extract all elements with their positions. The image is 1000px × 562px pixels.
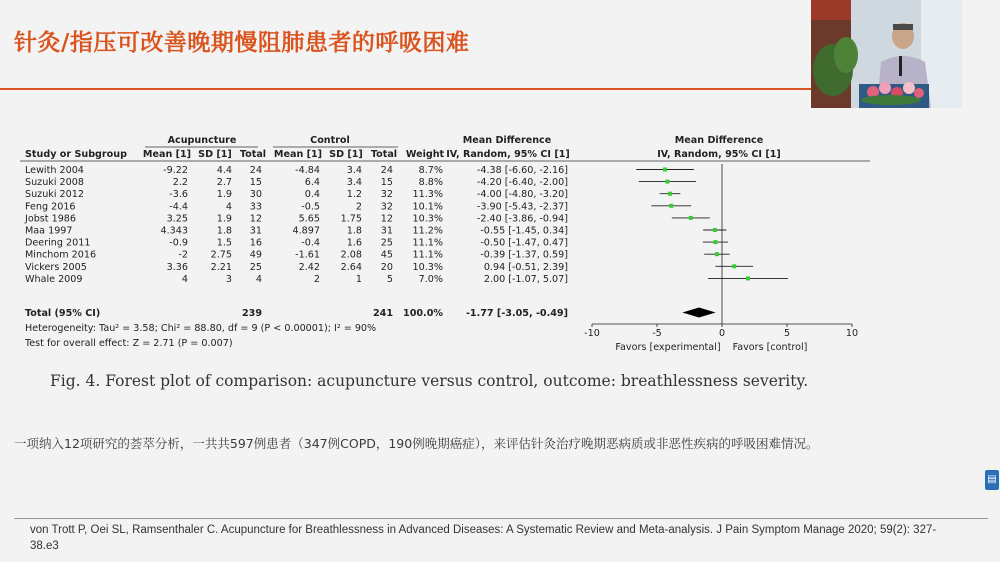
table-row xyxy=(25,226,568,237)
tick-label: 5 xyxy=(783,328,791,339)
cell-total1: 33 xyxy=(249,201,262,213)
doc-icon[interactable]: ▤ xyxy=(985,470,999,490)
cell-total1: 12 xyxy=(249,213,262,225)
cell-sd2: 2.64 xyxy=(340,261,362,273)
cell-sd2: 1.8 xyxy=(346,225,362,237)
point-estimate xyxy=(689,216,693,220)
cell-ci-text: -4.38 [-6.60, -2.16] xyxy=(476,165,568,176)
cell-sd1: 1.9 xyxy=(216,189,232,201)
col-weight: Weight xyxy=(405,149,445,160)
cell-sd2: 1 xyxy=(355,273,362,285)
col-study: Study or Subgroup xyxy=(25,149,127,160)
video-frame xyxy=(811,0,962,108)
mean-difference-header: Mean Difference xyxy=(462,135,552,146)
table-row xyxy=(25,238,568,249)
cell-sd1: 4.4 xyxy=(216,165,232,176)
col-total-acu: Total xyxy=(239,149,267,160)
cell-mean2: -0.4 xyxy=(301,237,320,249)
table-row xyxy=(25,262,568,273)
control-header: Control xyxy=(310,135,350,146)
cell-weight: 7.0% xyxy=(418,273,443,285)
reference-divider xyxy=(14,518,988,519)
cell-total2: 45 xyxy=(380,249,393,261)
cell-mean1: -2 xyxy=(178,249,188,261)
total-acu: 239 xyxy=(241,308,262,319)
cell-mean1: 3.36 xyxy=(166,261,188,273)
cell-weight: 11.1% xyxy=(412,237,443,249)
cell-ci-text: -4.00 [-4.80, -3.20] xyxy=(476,189,568,201)
table-row xyxy=(25,165,568,176)
cell-mean1: 4.343 xyxy=(160,225,188,237)
cell-sd1: 1.9 xyxy=(216,213,232,225)
plot-area xyxy=(636,164,788,324)
cell-mean2: 4.897 xyxy=(292,225,320,237)
cell-sd2: 1.2 xyxy=(346,189,362,201)
cell-mean2: 2.42 xyxy=(298,261,320,273)
cell-study: Jobst 1986 xyxy=(25,213,77,225)
flowers-icon xyxy=(859,82,929,108)
cell-total2: 25 xyxy=(380,237,393,249)
cell-study: Suzuki 2012 xyxy=(25,189,84,201)
cell-total1: 25 xyxy=(249,261,262,273)
cell-sd1: 3 xyxy=(225,273,232,285)
cell-sd2: 3.4 xyxy=(346,177,362,189)
table-row xyxy=(24,213,568,224)
tick-label: -5 xyxy=(652,328,662,339)
cell-ci-text: -2.40 [-3.86, -0.94] xyxy=(476,213,568,225)
cell-total1: 49 xyxy=(249,249,262,261)
overall-effect-text: Test for overall effect: Z = 2.71 (P = 0.007) xyxy=(25,338,233,349)
table-row xyxy=(25,189,568,200)
col-plot-ci: IV, Random, 95% CI [1] xyxy=(657,149,781,160)
cell-total1: 24 xyxy=(249,165,262,176)
cell-study: Lewith 2004 xyxy=(25,165,84,176)
cell-study: Whale 2009 xyxy=(25,273,83,285)
cell-sd2: 2.08 xyxy=(340,249,362,261)
cell-study: Deering 2011 xyxy=(25,237,91,249)
cell-ci-text: -0.55 [-1.45, 0.34] xyxy=(480,225,568,237)
cell-sd1: 1.8 xyxy=(216,225,232,237)
tick-label: -10 xyxy=(584,328,600,339)
cell-ci-text: -4.20 [-6.40, -2.00] xyxy=(476,177,568,189)
table-row xyxy=(25,177,568,188)
total-weight: 100.0% xyxy=(403,308,443,319)
cell-weight: 11.3% xyxy=(412,189,443,201)
favors-control-label: Favors [control] xyxy=(732,342,808,353)
point-estimate xyxy=(715,252,719,256)
cell-mean2: 2 xyxy=(313,273,320,285)
cell-study: Suzuki 2008 xyxy=(25,177,84,189)
cell-total2: 31 xyxy=(380,225,393,237)
cell-total2: 24 xyxy=(380,165,393,176)
cell-ci-text: 0.94 [-0.51, 2.39] xyxy=(483,261,568,273)
cell-sd1: 2.75 xyxy=(210,249,232,261)
summary-text: 一项纳入12项研究的荟萃分析，一共共597例患者（347例COPD，190例晚期癌症），来评估针灸治疗晚期恶病质或非恶性疾病的呼吸困难情况。 xyxy=(14,436,819,451)
total-ctl: 241 xyxy=(372,308,393,319)
favors-experimental-label: Favors [experimental] xyxy=(615,342,721,353)
x-axis xyxy=(584,324,858,339)
cell-sd2: 1.75 xyxy=(340,213,362,225)
cell-total2: 32 xyxy=(380,201,393,213)
cell-total1: 4 xyxy=(255,273,262,285)
slide-title: 针灸/指压可改善晚期慢阻肺患者的呼吸困难 xyxy=(14,30,470,56)
col-total-ctl: Total xyxy=(370,149,398,160)
mean-difference-plot-header: Mean Difference xyxy=(674,135,764,146)
reference-text: von Trott P, Oei SL, Ramsenthaler C. Acupuncture for Breathlessness in Advanced Diseases: A Systematic Review and Meta-analysis. J Pain Symptom Manage 2020; 59(2): 327-38.e3 xyxy=(30,524,937,552)
cell-weight: 10.1% xyxy=(412,201,443,213)
tick-label: 10 xyxy=(845,328,859,339)
cell-mean2: -0.5 xyxy=(301,201,320,213)
point-estimate xyxy=(663,168,667,172)
col-mean-ctl: Mean [1] xyxy=(273,149,323,160)
point-estimate xyxy=(732,264,736,268)
point-estimate xyxy=(713,228,717,232)
cell-mean1: -4.4 xyxy=(169,201,188,213)
col-sd-ctl: SD [1] xyxy=(329,149,363,160)
cell-mean1: -0.9 xyxy=(169,237,188,249)
total-ci: -1.77 [-3.05, -0.49] xyxy=(465,308,568,319)
point-estimate xyxy=(668,192,672,196)
cell-study: Maa 1997 xyxy=(25,225,73,237)
col-mean-acu: Mean [1] xyxy=(142,149,192,160)
point-estimate xyxy=(746,276,750,280)
point-estimate xyxy=(714,240,718,244)
title-divider xyxy=(0,88,812,90)
study-rows xyxy=(24,165,568,285)
table-row xyxy=(25,201,568,212)
cell-mean2: 5.65 xyxy=(298,213,320,225)
cell-mean1: -3.6 xyxy=(169,189,188,201)
speaker-video-thumbnail[interactable] xyxy=(811,0,962,108)
cell-mean1: -9.22 xyxy=(163,165,188,176)
cell-sd2: 2 xyxy=(355,201,362,213)
cell-mean1: 3.25 xyxy=(166,213,188,225)
cell-sd2: 1.6 xyxy=(346,237,362,249)
forest-plot-svg xyxy=(20,128,880,360)
cell-sd2: 3.4 xyxy=(346,165,362,176)
col-sd-acu: SD [1] xyxy=(198,149,232,160)
cell-total1: 30 xyxy=(249,189,262,201)
pooled-diamond xyxy=(682,308,715,318)
cell-total1: 31 xyxy=(249,225,262,237)
cell-mean2: -4.84 xyxy=(295,165,320,176)
cell-study: Minchom 2016 xyxy=(25,249,97,261)
acupuncture-header: Acupuncture xyxy=(167,135,237,146)
cell-sd1: 2.7 xyxy=(216,177,232,189)
cell-total1: 16 xyxy=(249,237,262,249)
cell-weight: 11.1% xyxy=(412,249,443,261)
point-estimate xyxy=(669,204,673,208)
cell-total2: 12 xyxy=(380,213,393,225)
cell-study: Feng 2016 xyxy=(25,201,76,213)
cell-weight: 8.8% xyxy=(418,177,443,189)
cell-mean2: 6.4 xyxy=(304,177,320,189)
cell-study: Vickers 2005 xyxy=(25,261,87,273)
table-row xyxy=(25,250,568,261)
table-row xyxy=(25,274,568,285)
cell-ci-text: -3.90 [-5.43, -2.37] xyxy=(476,201,568,213)
cell-ci-text: -0.39 [-1.37, 0.59] xyxy=(480,249,568,261)
cell-sd1: 1.5 xyxy=(216,237,232,249)
forest-plot xyxy=(20,128,880,360)
cell-weight: 10.3% xyxy=(412,213,443,225)
cell-weight: 10.3% xyxy=(412,261,443,273)
cell-ci-text: -0.50 [-1.47, 0.47] xyxy=(480,237,568,249)
heterogeneity-text: Heterogeneity: Tau² = 3.58; Chi² = 88.80, df = 9 (P < 0.00001); I² = 90% xyxy=(25,323,377,334)
cell-total2: 15 xyxy=(380,177,393,189)
cell-mean2: 0.4 xyxy=(304,189,320,201)
cell-total2: 5 xyxy=(386,273,393,285)
total-label: Total (95% CI) xyxy=(25,308,101,319)
figure-caption: Fig. 4. Forest plot of comparison: acupuncture versus control, outcome: breathlessness severity. xyxy=(50,372,809,390)
cell-mean1: 2.2 xyxy=(172,177,188,189)
cell-sd1: 4 xyxy=(225,201,232,213)
cell-sd1: 2.21 xyxy=(210,261,232,273)
cell-ci-text: 2.00 [-1.07, 5.07] xyxy=(483,273,568,285)
cell-total1: 15 xyxy=(249,177,262,189)
col-ci: IV, Random, 95% CI [1] xyxy=(446,149,570,160)
cell-total2: 32 xyxy=(380,189,393,201)
cell-total2: 20 xyxy=(380,261,393,273)
cell-weight: 11.2% xyxy=(412,225,443,237)
tick-label: 0 xyxy=(718,328,726,339)
point-estimate xyxy=(665,180,669,184)
cell-mean1: 4 xyxy=(181,273,188,285)
cell-weight: 8.7% xyxy=(418,165,443,176)
cell-mean2: -1.61 xyxy=(295,249,320,261)
